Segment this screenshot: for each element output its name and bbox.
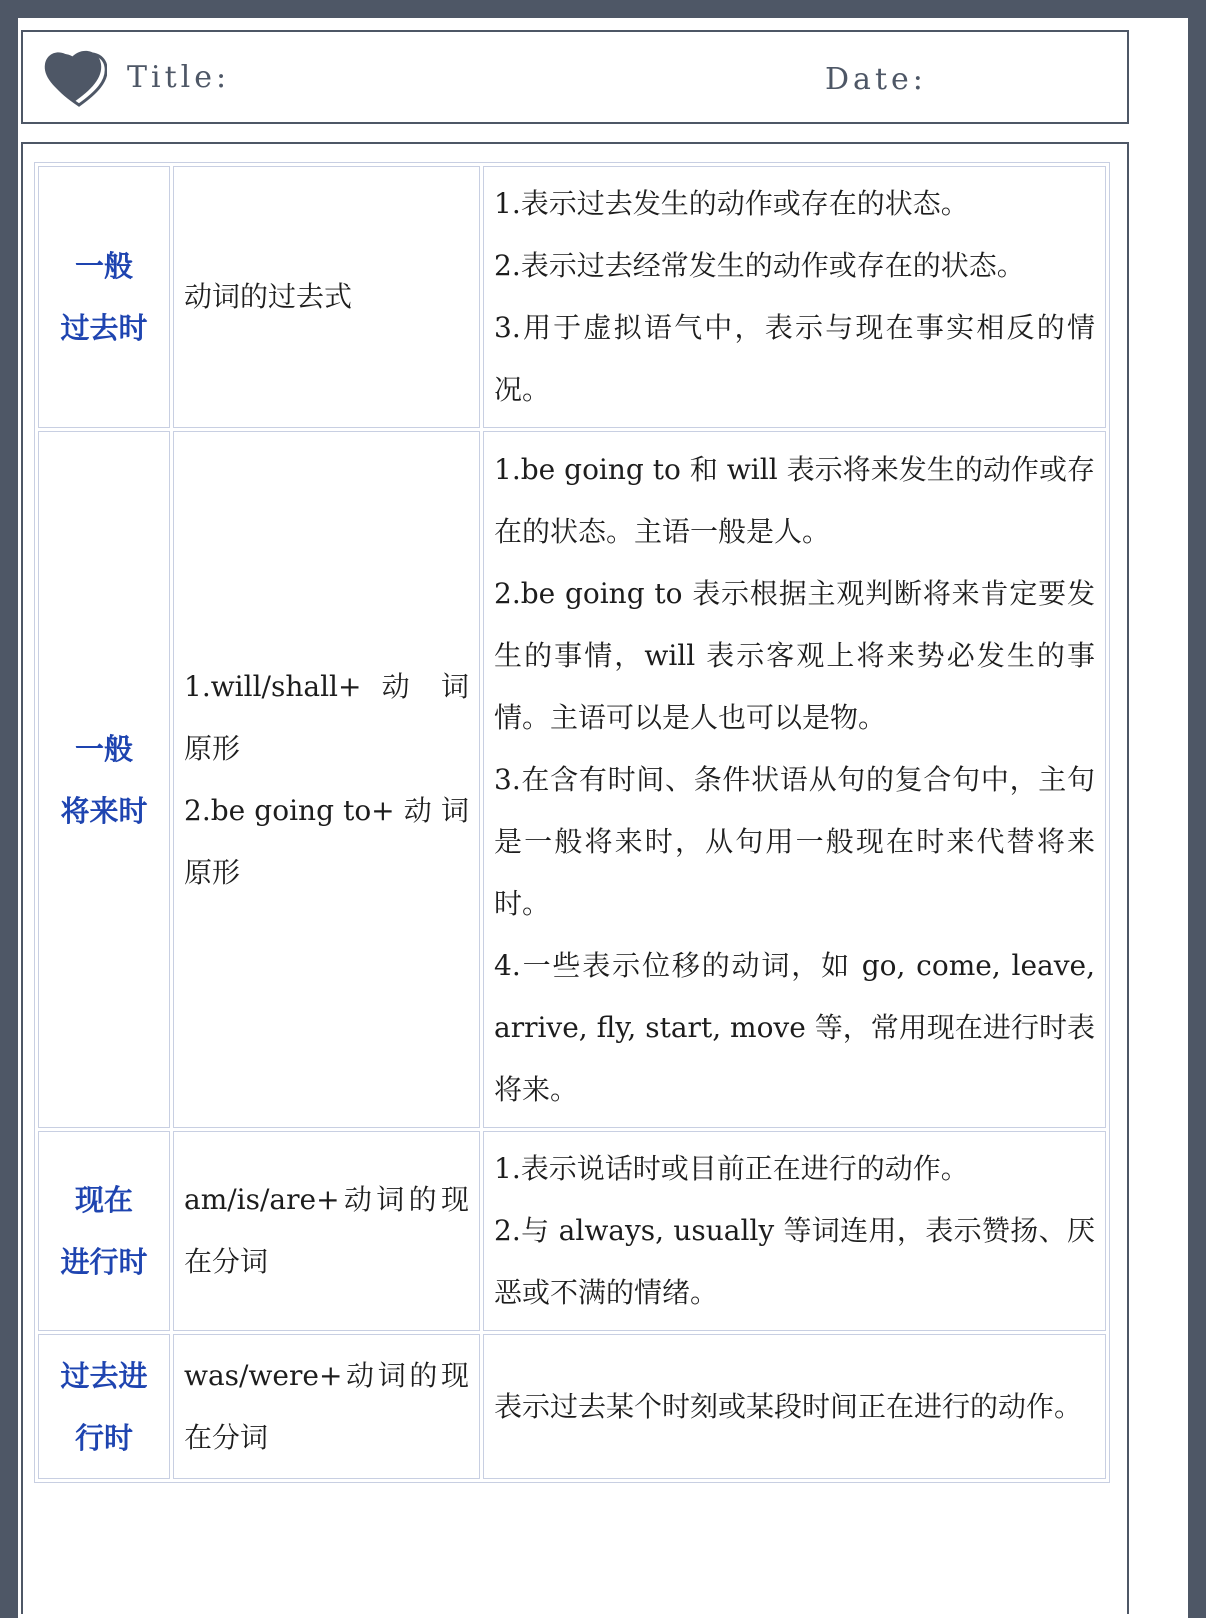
tense-name-line: 进行时 xyxy=(60,1245,148,1279)
heart-icon xyxy=(41,44,107,108)
tense-form-line: 1.will/shall+ 动 词 原形 xyxy=(184,669,469,765)
usage-item: 2.表示过去经常发生的动作或存在的状态。 xyxy=(494,249,1025,282)
tense-name-line: 将来时 xyxy=(60,793,148,828)
tense-table xyxy=(34,162,1110,1483)
tense-form-line: 2.be going to+ 动 词原形 xyxy=(184,793,469,889)
tense-name-line: 一般 xyxy=(74,731,133,766)
tense-form xyxy=(173,1334,480,1479)
tense-form xyxy=(173,1131,480,1331)
tense-form-line: was/were+动词的现在分词 xyxy=(184,1358,469,1454)
usage-item: 2.be going to 表示根据主观判断将来肯定要发生的事情，will 表示客观上将来势必发生的事情。主语可以是人也可以是物。 xyxy=(494,576,1095,734)
tense-form-line: am/is/are+动词的现在分词 xyxy=(184,1183,469,1278)
usage-item: 2.与 always, usually 等词连用，表示赞扬、厌恶或不满的情绪。 xyxy=(494,1214,1095,1309)
tense-name xyxy=(38,431,170,1128)
date-label: Date: xyxy=(825,62,927,97)
tense-form xyxy=(173,166,480,428)
tense-form-line: 动词的过去式 xyxy=(184,280,353,313)
tense-name xyxy=(38,1334,170,1479)
tense-form xyxy=(173,431,480,1128)
tense-name xyxy=(38,1131,170,1331)
table-row xyxy=(38,166,1106,428)
table-row xyxy=(38,431,1106,1128)
tense-name-line: 行时 xyxy=(74,1420,133,1455)
tense-name-line: 现在 xyxy=(74,1183,133,1217)
tense-name xyxy=(38,166,170,428)
usage-item: 3.在含有时间、条件状语从句的复合句中，主句是一般将来时，从句用一般现在时来代替将来时。 xyxy=(494,762,1095,920)
usage-item: 1.be going to 和 will 表示将来发生的动作或存在的状态。主语一般是人。 xyxy=(494,452,1095,548)
tense-name-line: 过去进 xyxy=(60,1358,148,1393)
usage-item: 表示过去某个时刻或某段时间正在进行的动作。 xyxy=(494,1389,1083,1423)
tense-usage xyxy=(483,1334,1106,1479)
tense-usage xyxy=(483,1131,1106,1331)
table-row xyxy=(38,1334,1106,1479)
usage-item: 1.表示说话时或目前正在进行的动作。 xyxy=(494,1152,969,1185)
tense-usage xyxy=(483,431,1106,1128)
tense-usage xyxy=(483,166,1106,428)
tense-name-line: 一般 xyxy=(74,249,133,283)
header-box xyxy=(21,30,1129,124)
usage-item: 3.用于虚拟语气中，表示与现在事实相反的情况。 xyxy=(494,311,1095,406)
table-row xyxy=(38,1131,1106,1331)
tense-name-line: 过去时 xyxy=(60,311,148,345)
title-label: Title: xyxy=(127,60,231,95)
usage-item: 1.表示过去发生的动作或存在的状态。 xyxy=(494,187,969,220)
usage-item: 4.一些表示位移的动词，如 go, come, leave, arrive, fly, start, move 等，常用现在进行时表将来。 xyxy=(494,948,1095,1106)
